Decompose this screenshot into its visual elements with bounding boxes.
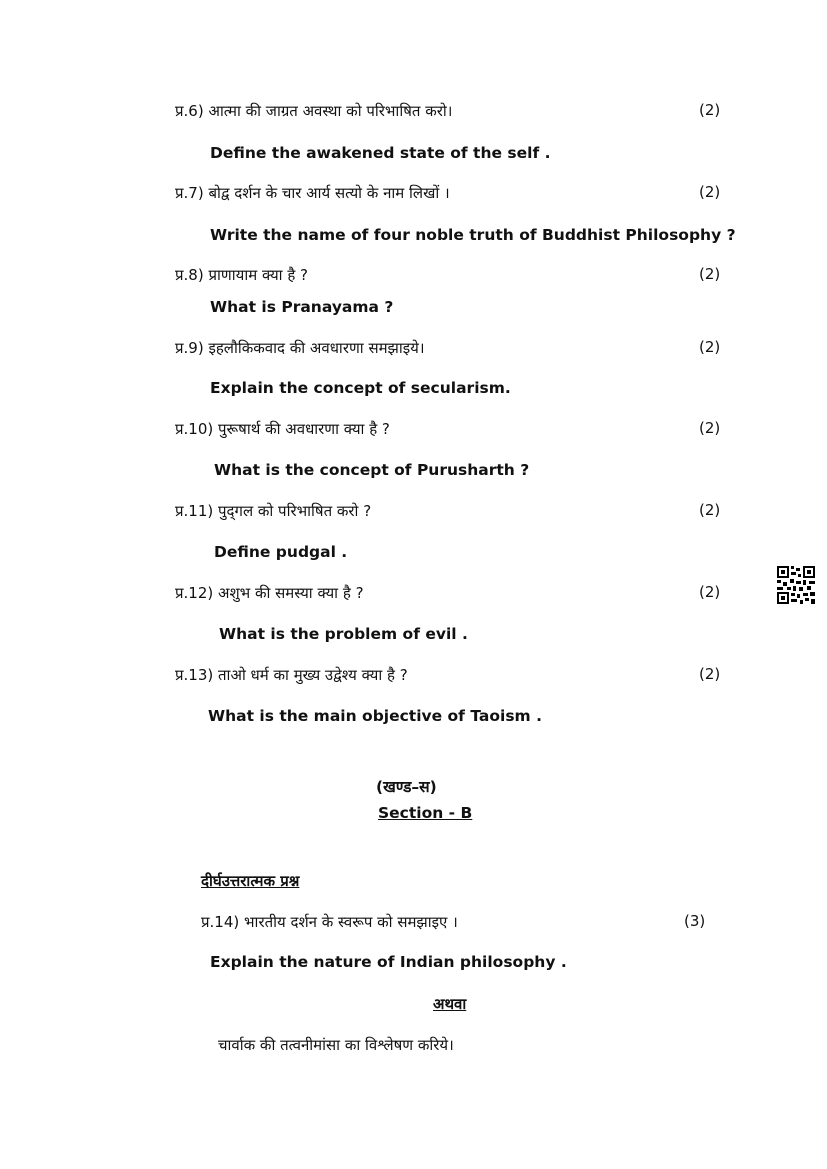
question-12-english: What is the problem of evil . xyxy=(219,625,468,643)
question-12-marks: (2) xyxy=(699,583,721,601)
question-7-marks: (2) xyxy=(699,183,721,201)
question-6-marks: (2) xyxy=(699,101,721,119)
question-11-hindi: प्र.11) पुद्‌गल को परिभाषित करो ? xyxy=(175,502,372,520)
question-14-marks: (3) xyxy=(684,912,706,930)
question-13-english: What is the main objective of Taoism . xyxy=(208,707,542,725)
question-13-hindi: प्र.13) ताओ धर्म का मुख्य उद्वेश्य क्या है ? xyxy=(175,666,408,684)
question-7-english: Write the name of four noble truth of Buddhist Philosophy ? xyxy=(210,226,736,244)
section-heading-english: Section - B xyxy=(378,804,473,822)
question-11-english: Define pudgal . xyxy=(214,543,348,561)
question-10-marks: (2) xyxy=(699,419,721,437)
question-8-hindi: प्र.8) प्राणायाम क्या है ? xyxy=(175,266,309,284)
long-answer-heading: दीर्घउत्तरात्मक प्रश्न xyxy=(201,872,300,890)
question-8-marks: (2) xyxy=(699,265,721,283)
question-9-hindi: प्र.9) इहलौकिकवाद की अवधारणा समझाइये। xyxy=(175,339,425,357)
question-12-hindi: प्र.12) अशुभ की समस्या क्या है ? xyxy=(175,584,364,602)
question-8-english: What is Pranayama ? xyxy=(210,298,394,316)
question-10-hindi: प्र.10) पुरूषार्थ की अवधारणा क्या है ? xyxy=(175,420,390,438)
question-14-english: Explain the nature of Indian philosophy . xyxy=(210,953,567,971)
question-9-english: Explain the concept of secularism. xyxy=(210,379,511,397)
section-heading-hindi: (खण्ड–स) xyxy=(376,778,437,796)
question-9-marks: (2) xyxy=(699,338,721,356)
question-10-english: What is the concept of Purusharth ? xyxy=(214,461,530,479)
or-label: अथवा xyxy=(433,995,467,1013)
question-14-hindi: प्र.14) भारतीय दर्शन के स्वरूप को समझाइए । xyxy=(201,913,458,931)
question-13-marks: (2) xyxy=(699,665,721,683)
alternative-question-hindi: चार्वाक की तत्वनीमांसा का विश्लेषण करिये। xyxy=(218,1036,454,1054)
question-6-hindi: प्र.6) आत्मा की जाग्रत अवस्था को परिभाषित करो। xyxy=(175,102,453,120)
question-7-hindi: प्र.7) बोद्व दर्शन के चार आर्य सत्यो के नाम लिखों । xyxy=(175,184,450,202)
qr-code-icon xyxy=(777,566,815,604)
question-6-english: Define the awakened state of the self . xyxy=(210,144,551,162)
question-11-marks: (2) xyxy=(699,501,721,519)
